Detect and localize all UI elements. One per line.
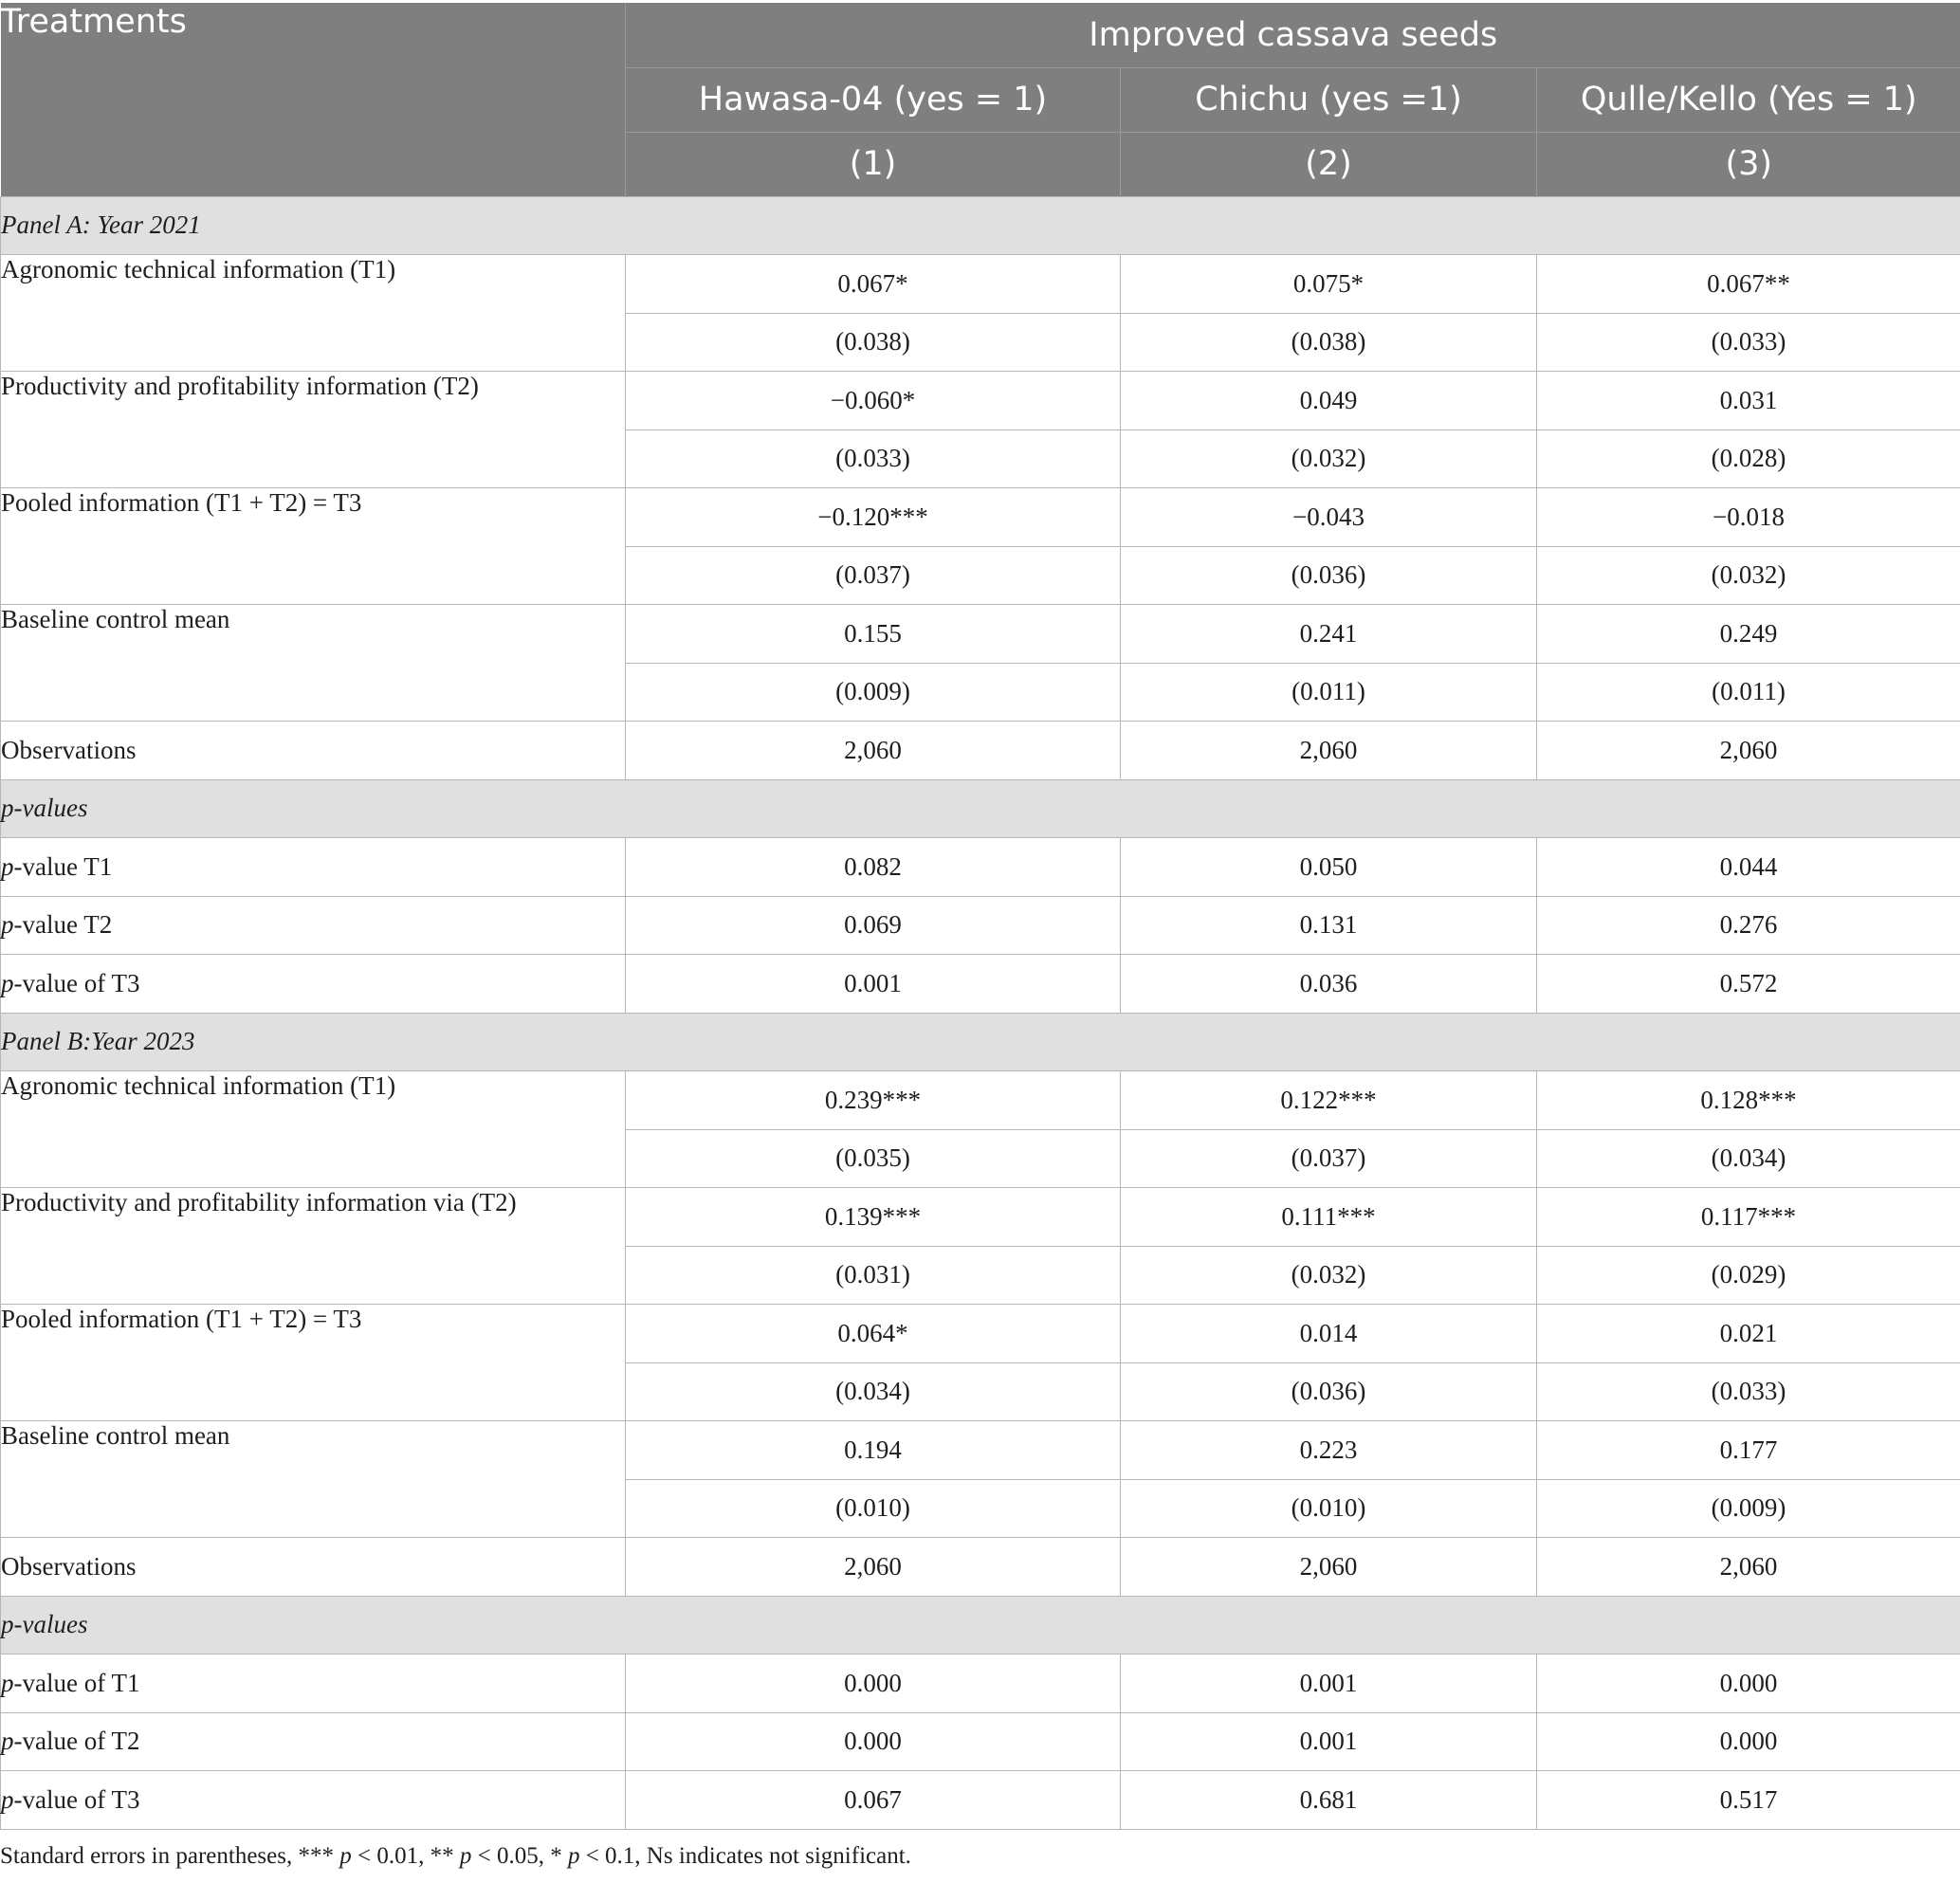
standard-error-cell: (0.032) [1121, 1246, 1537, 1305]
p-symbol: p [1, 968, 14, 997]
p-symbol: p [459, 1843, 472, 1869]
coefficient-cell: 0.014 [1121, 1305, 1537, 1363]
standard-error-cell: (0.035) [626, 1129, 1121, 1188]
pvalue-cell: 0.000 [1537, 1712, 1960, 1771]
column-header: Hawasa-04 (yes = 1) [626, 67, 1121, 132]
standard-error-cell: (0.036) [1121, 1362, 1537, 1421]
table-row [1, 1188, 1960, 1247]
treatments-header: Treatments [1, 3, 626, 196]
p-symbol: p [567, 1843, 580, 1869]
coefficient-cell: 0.177 [1537, 1421, 1960, 1480]
observations-cell: 2,060 [1537, 722, 1960, 780]
coefficient-cell: −0.060* [626, 372, 1121, 430]
column-number: (1) [626, 132, 1121, 196]
pvalue-cell: 0.036 [1121, 955, 1537, 1014]
pvalue-cell: 0.000 [626, 1654, 1121, 1713]
pvalue-label: -value of T3 [13, 1784, 140, 1814]
column-number: (3) [1537, 132, 1960, 196]
coefficient-cell: 0.194 [626, 1421, 1121, 1480]
standard-error-cell: (0.038) [1121, 313, 1537, 372]
p-symbol: p [1, 910, 14, 940]
standard-error-cell: (0.033) [1537, 313, 1960, 372]
coefficient-cell: 0.249 [1537, 605, 1960, 664]
coefficient-cell: 0.021 [1537, 1305, 1960, 1363]
row-label: Baseline control mean [1, 605, 626, 722]
table-row [1, 1071, 1960, 1130]
pvalue-cell: 0.572 [1537, 955, 1960, 1014]
coefficient-cell: 0.067* [626, 255, 1121, 314]
footnote-text: < 0.01, ** [351, 1843, 460, 1869]
coefficient-cell: −0.120*** [626, 488, 1121, 547]
coefficient-cell: −0.043 [1121, 488, 1537, 547]
table-row [1, 488, 1960, 547]
standard-error-cell: (0.033) [626, 430, 1121, 488]
pvalue-cell: 0.067 [626, 1771, 1121, 1830]
pvalue-cell: 0.517 [1537, 1771, 1960, 1830]
pvalues-header-row [1, 1596, 1960, 1654]
standard-error-cell: (0.037) [626, 546, 1121, 605]
observations-cell: 2,060 [626, 722, 1121, 780]
standard-error-cell: (0.033) [1537, 1362, 1960, 1421]
row-label [1, 1771, 626, 1830]
column-header: Qulle/Kello (Yes = 1) [1537, 67, 1960, 132]
standard-error-cell: (0.009) [1537, 1479, 1960, 1538]
standard-error-cell: (0.029) [1537, 1246, 1960, 1305]
row-label [1, 838, 626, 897]
coefficient-cell: 0.128*** [1537, 1071, 1960, 1130]
pvalue-row [1, 1771, 1960, 1830]
row-label: Productivity and profitability information via (T2) [1, 1188, 626, 1305]
pvalue-cell: 0.001 [1121, 1712, 1537, 1771]
row-label: Agronomic technical information (T1) [1, 255, 626, 372]
p-symbol: p [1, 1784, 14, 1814]
footnote-text: < 0.1, Ns indicates not significant. [579, 1843, 911, 1869]
row-label: Agronomic technical information (T1) [1, 1071, 626, 1188]
pvalue-cell: 0.001 [1121, 1654, 1537, 1713]
pvalue-row [1, 896, 1960, 955]
row-label: Observations [1, 1538, 626, 1597]
coefficient-cell: 0.067** [1537, 255, 1960, 314]
row-label: Observations [1, 722, 626, 780]
pvalues-title: p-values [1, 779, 1960, 838]
pvalue-cell: 0.131 [1121, 896, 1537, 955]
p-symbol: p [1, 1668, 14, 1697]
coefficient-cell: 0.111*** [1121, 1188, 1537, 1247]
row-label [1, 955, 626, 1014]
coefficient-cell: 0.122*** [1121, 1071, 1537, 1130]
observations-row [1, 722, 1960, 780]
pvalue-cell: 0.681 [1121, 1771, 1537, 1830]
coefficient-cell: 0.049 [1121, 372, 1537, 430]
observations-cell: 2,060 [1537, 1538, 1960, 1597]
pvalue-row [1, 1654, 1960, 1713]
row-label [1, 896, 626, 955]
table-row [1, 255, 1960, 314]
footnote-text: < 0.05, * [471, 1843, 568, 1869]
panel-title: Panel A: Year 2021 [1, 196, 1960, 255]
row-label: Productivity and profitability information (T2) [1, 372, 626, 488]
standard-error-cell: (0.011) [1121, 663, 1537, 722]
standard-error-cell: (0.011) [1537, 663, 1960, 722]
row-label: Pooled information (T1 + T2) = T3 [1, 488, 626, 605]
pvalue-label: -value T2 [13, 910, 113, 940]
standard-error-cell: (0.037) [1121, 1129, 1537, 1188]
table-row [1, 605, 1960, 664]
pvalue-row [1, 955, 1960, 1014]
pvalue-label: -value of T2 [13, 1727, 140, 1756]
group-header: Improved cassava seeds [626, 3, 1960, 67]
pvalue-cell: 0.050 [1121, 838, 1537, 897]
p-symbol: p [339, 1843, 352, 1869]
panel-title: Panel B:Year 2023 [1, 1013, 1960, 1071]
pvalue-row [1, 838, 1960, 897]
standard-error-cell: (0.034) [1537, 1129, 1960, 1188]
coefficient-cell: 0.223 [1121, 1421, 1537, 1480]
p-symbol: p [1, 1727, 14, 1756]
row-label [1, 1712, 626, 1771]
pvalue-cell: 0.001 [626, 955, 1121, 1014]
pvalue-label: -value T1 [13, 851, 113, 881]
table-row [1, 1305, 1960, 1363]
pvalue-label: -value of T3 [13, 968, 140, 997]
p-symbol: p [1, 851, 14, 881]
panel-header-row [1, 1013, 1960, 1071]
standard-error-cell: (0.032) [1537, 546, 1960, 605]
observations-row [1, 1538, 1960, 1597]
table-row [1, 1421, 1960, 1480]
pvalue-cell: 0.000 [1537, 1654, 1960, 1713]
standard-error-cell: (0.028) [1537, 430, 1960, 488]
coefficient-cell: 0.155 [626, 605, 1121, 664]
standard-error-cell: (0.034) [626, 1362, 1121, 1421]
standard-error-cell: (0.032) [1121, 430, 1537, 488]
coefficient-cell: −0.018 [1537, 488, 1960, 547]
pvalues-title: p-values [1, 1596, 1960, 1654]
pvalues-header-row [1, 779, 1960, 838]
table-row [1, 372, 1960, 430]
footnote-text: Standard errors in parentheses, *** [0, 1843, 340, 1869]
panel-header-row [1, 196, 1960, 255]
coefficient-cell: 0.117*** [1537, 1188, 1960, 1247]
row-label [1, 1654, 626, 1713]
standard-error-cell: (0.036) [1121, 546, 1537, 605]
column-number: (2) [1121, 132, 1537, 196]
standard-error-cell: (0.010) [626, 1479, 1121, 1538]
coefficient-cell: 0.075* [1121, 255, 1537, 314]
observations-cell: 2,060 [1121, 1538, 1537, 1597]
pvalue-row [1, 1712, 1960, 1771]
pvalue-cell: 0.000 [626, 1712, 1121, 1771]
standard-error-cell: (0.031) [626, 1246, 1121, 1305]
results-table [0, 3, 1960, 1830]
row-label: Baseline control mean [1, 1421, 626, 1538]
standard-error-cell: (0.010) [1121, 1479, 1537, 1538]
coefficient-cell: 0.064* [626, 1305, 1121, 1363]
coefficient-cell: 0.239*** [626, 1071, 1121, 1130]
coefficient-cell: 0.031 [1537, 372, 1960, 430]
coefficient-cell: 0.241 [1121, 605, 1537, 664]
observations-cell: 2,060 [1121, 722, 1537, 780]
table-footnote [0, 1843, 911, 1870]
coefficient-cell: 0.139*** [626, 1188, 1121, 1247]
column-header: Chichu (yes =1) [1121, 67, 1537, 132]
standard-error-cell: (0.009) [626, 663, 1121, 722]
pvalue-cell: 0.069 [626, 896, 1121, 955]
standard-error-cell: (0.038) [626, 313, 1121, 372]
row-label: Pooled information (T1 + T2) = T3 [1, 1305, 626, 1421]
pvalue-label: -value of T1 [13, 1668, 140, 1697]
observations-cell: 2,060 [626, 1538, 1121, 1597]
pvalue-cell: 0.082 [626, 838, 1121, 897]
pvalue-cell: 0.044 [1537, 838, 1960, 897]
pvalue-cell: 0.276 [1537, 896, 1960, 955]
